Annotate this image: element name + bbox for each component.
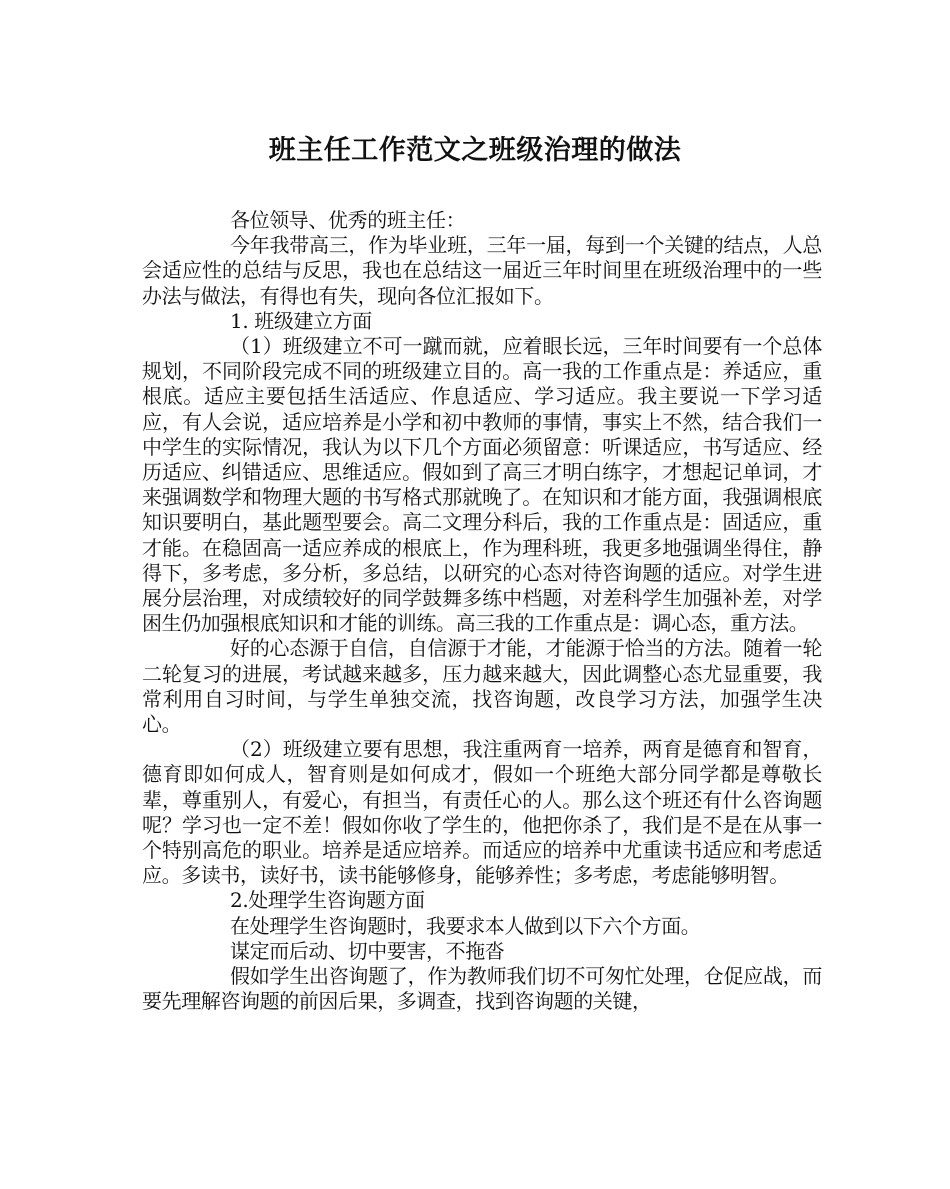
paragraph-principle-1: 谋定而后动、切中要害，不拖沓: [230, 938, 505, 963]
paragraph-mindset: 好的心态源于自信，自信源于才能，才能源于恰当的方法。随着一轮二轮复习的进展，考试越来越多，压力越来越大，因此调整心态尤显重要，我常利用自习时间，与学生单独交流，找咨询题，改良学习方法，加强学生决心。: [142, 636, 822, 737]
section-heading-class-building: 1. 班级建立方面: [230, 308, 372, 333]
paragraph-six-aspects: 在处理学生咨询题时，我要求本人做到以下六个方面。: [230, 913, 701, 938]
document-title: 班主任工作范文之班级治理的做法: [268, 135, 682, 166]
paragraph-point-2: （2）班级建立要有思想，我注重两育一培养，两育是德育和智育，德育即如何成人，智育则是如何成才，假如一个班绝大部分同学都是尊敬长辈，尊重别人，有爱心，有担当，有责任心的人。那么这个班还有什么咨询题呢？学习也一定不差！假如你收了学生的，他把你杀了，我们是不是在从事一个特别高危的职业。培养是适应培养。而适应的培养中尤重读书适应和考虑适应。多读书，读好书，读书能够修身，能够养性；多考虑，考虑能够明智。: [142, 737, 822, 888]
paragraph-salutation: 各位领导、优秀的班主任：: [230, 208, 466, 232]
paragraph-intro: 今年我带高三，作为毕业班，三年一届，每到一个关键的结点，人总会适应性的总结与反思，我也在总结这一届近三年时间里在班级治理中的一些办法与做法，有得也有失，现向各位汇报如下。: [142, 233, 822, 308]
document-body: [142, 208, 822, 1015]
paragraph-point-1: （1）班级建立不可一蹴而就，应着眼长远，三年时间要有一个总体规划，不同阶段完成不同的班级建立目的。高一我的工作重点是：养适应，重根底。适应主要包括生活适应、作息适应、学习适应。我主要说一下学习适应，有人会说，适应培养是小学和初中教师的事情，事实上不然，结合我们一中学生的实际情况，我认为以下几个方面必须留意：听课适应，书写适应、经历适应、纠错适应、思维适应。假如到了高三才明白练字，才想起记单词，才来强调数学和物理大题的书写格式那就晚了。在知识和才能方面，我强调根底知识要明白，基此题型要会。高二文理分科后，我的工作重点是：固适应，重才能。在稳固高一适应养成的根底上，作为理科班，我更多地强调坐得住，静得下，多考虑，多分析，多总结，以研究的心态对待咨询题的适应。对学生进展分层治理，对成绩较好的同学鼓舞多练中档题，对差科学生加强补差，对学困生仍加强根底知识和才能的训练。高三我的工作重点是：调心态，重方法。: [142, 334, 822, 636]
paragraph-principle-1-detail: 假如学生出咨询题了，作为教师我们切不可匆忙处理，仓促应战，而要先理解咨询题的前因后果，多调查，找到咨询题的关键，: [142, 964, 822, 1014]
section-heading-student-issues: 2.处理学生咨询题方面: [230, 888, 425, 913]
